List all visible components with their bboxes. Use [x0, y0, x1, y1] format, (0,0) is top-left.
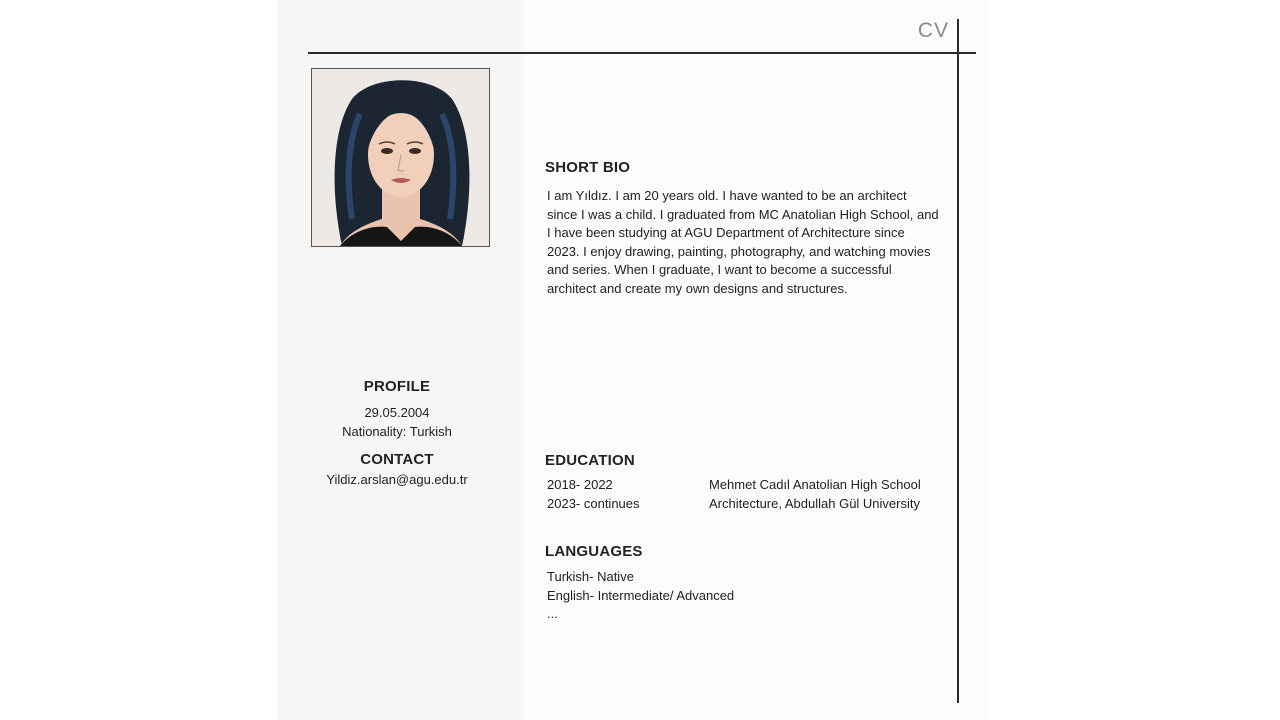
education-row: [547, 477, 921, 492]
language-item: ...: [547, 606, 558, 621]
portrait-photo-icon: [312, 69, 489, 246]
profile-birthdate: 29.05.2004: [364, 405, 430, 420]
education-school: Mehmet Cadıl Anatolian High School: [709, 477, 921, 492]
education-school: Architecture, Abdullah Gül University: [709, 496, 920, 511]
languages-heading: LANGUAGES: [545, 543, 643, 560]
education-row: [547, 496, 920, 511]
vertical-rule: [957, 19, 959, 703]
short-bio-text: I am Yıldız. I am 20 years old. I have wanted to be an architect since I was a child. I graduated from MC Anatolian High School, and I have been studying at AGU Department of Architecture since 2023. I enjoy drawing, painting, photography, and watching movies and series. When I graduate, I want to become a successful architect and create my own designs and structures.: [547, 188, 939, 296]
profile-nationality: Nationality: Turkish: [342, 424, 452, 439]
header-rule: [308, 52, 976, 54]
education-years: 2018- 2022: [547, 477, 613, 492]
language-item: Turkish- Native: [547, 569, 634, 584]
language-item: English- Intermediate/ Advanced: [547, 588, 735, 603]
cv-label: CV: [917, 19, 949, 42]
profile-heading: PROFILE: [363, 378, 431, 395]
contact-email: Yildiz.arslan@agu.edu.tr: [326, 472, 468, 487]
short-bio-heading: SHORT BIO: [545, 159, 631, 176]
contact-heading: CONTACT: [360, 451, 434, 468]
education-heading: EDUCATION: [545, 452, 635, 469]
education-years: 2023- continues: [547, 496, 640, 511]
profile-photo: [311, 68, 490, 247]
